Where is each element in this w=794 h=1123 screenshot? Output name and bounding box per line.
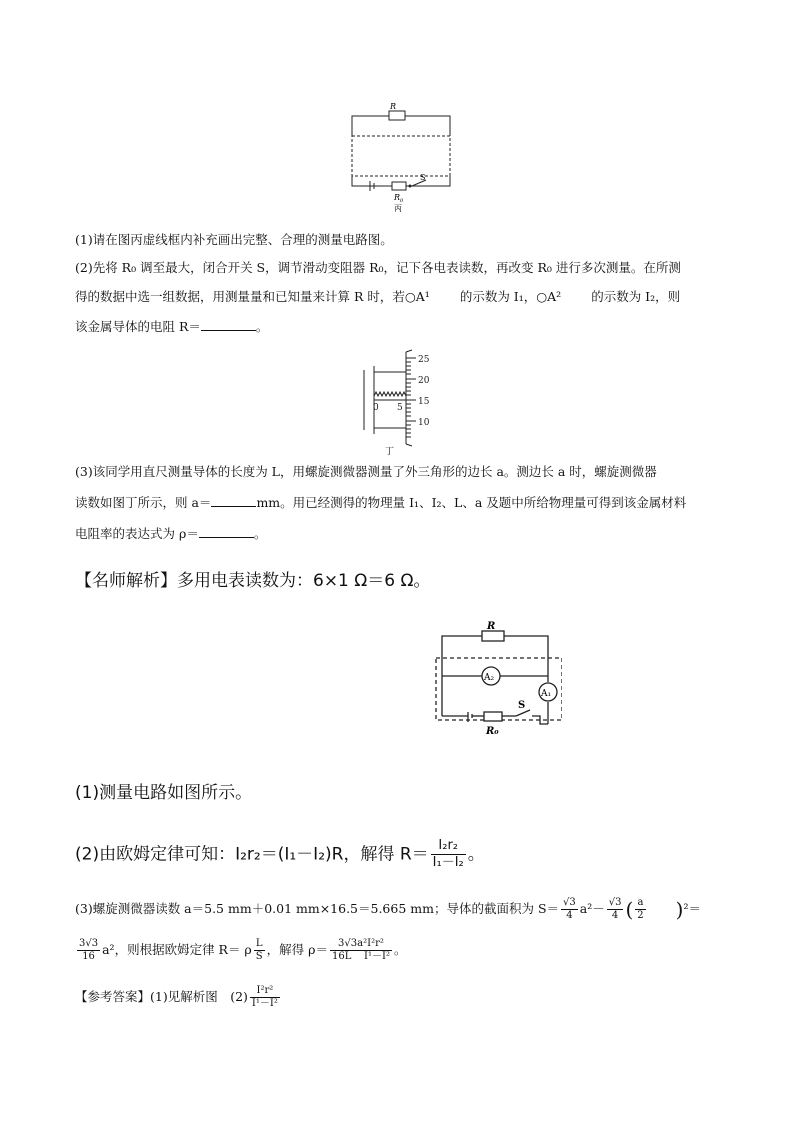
solution-1: (1)测量电路如图所示。 bbox=[75, 783, 253, 803]
question-3-line3: 电阻率的表达式为 ρ＝ 。 bbox=[75, 526, 267, 541]
main-scale-label: 5 bbox=[397, 403, 403, 413]
fraction: $\frac{√3}{4}$ bbox=[563, 897, 576, 921]
answer-blank bbox=[211, 494, 256, 507]
question-2-line2: 得的数据中选一组数据，用测量量和已知量来计算 R 时，若○A¹ 的示数为 I₁，○A² 的示数为 I₂，则 bbox=[75, 289, 681, 304]
resistor-label: R bbox=[487, 621, 496, 632]
resistor-label: R bbox=[390, 102, 397, 111]
switch-label: S bbox=[518, 700, 526, 711]
figure-caption: 丁 bbox=[385, 447, 395, 456]
solution-3-line2: $\frac{3√3}{16}$ a²，则根据欧姆定律 R＝ ρ $\frac{L}{S}$ ，解得 ρ＝ $\frac{\text{3√3a²I²r²}}{\text{16L I¹－I²}}$ 。 bbox=[79, 938, 407, 962]
ammeter-a2-label: A₂ bbox=[484, 673, 495, 683]
ammeter-a1-label: A₁ bbox=[541, 689, 552, 699]
thimble-tick-label: 20 bbox=[418, 376, 430, 386]
thimble-tick-label: 25 bbox=[418, 355, 430, 365]
question-2-line3: 该金属导体的电阻 R＝ 。 bbox=[75, 319, 269, 334]
main-scale-label: 0 bbox=[373, 403, 379, 413]
answer-blank bbox=[201, 318, 256, 331]
fraction: $\frac{L}{S}$ bbox=[255, 938, 263, 962]
question-1: (1)请在图丙虚线框内补充画出完整、合理的测量电路图。 bbox=[75, 232, 393, 247]
circuit-figure-bing bbox=[340, 98, 460, 218]
fraction: $\frac{\text{I²r²}}{\text{I¹－I²}}$ bbox=[251, 985, 278, 1009]
figure-caption: 丙 bbox=[394, 204, 402, 213]
fraction: $\frac{\text{I₂r₂}}{\text{I₁－I₂}}$ bbox=[432, 838, 464, 870]
question-3-line1: (3)该同学用直尺测量导体的长度为 L，用螺旋测微器测量了外三角形的边长 a。测边长 a 时，螺旋测微器 bbox=[75, 464, 657, 479]
question-3-line2: 读数如图丁所示，则 a＝ mm。用已经测得的物理量 I₁、I₂、L、a 及题中所给物理量可得到该金属材料 bbox=[75, 495, 687, 510]
r0-label: R₀ bbox=[486, 726, 499, 737]
solution-3-line1: (3)螺旋测微器读数 a＝5.5 mm＋0.01 mm×16.5＝5.665 mm；导体的截面积为 S＝ $\frac{√3}{4}$ a²－ $\frac{√3}{4}$ ( $\frac{a}{2}$ )²＝ bbox=[75, 897, 701, 922]
micrometer-figure-ding bbox=[360, 348, 450, 456]
fraction: $\frac{√3}{4}$ bbox=[608, 897, 622, 921]
analysis-heading: 【名师解析】多用电表读数为：6×1 Ω＝6 Ω。 bbox=[75, 571, 431, 591]
circuit-figure-answer bbox=[432, 618, 562, 748]
fraction: $\frac{a}{2}$ bbox=[637, 897, 644, 921]
switch-label: S bbox=[420, 173, 426, 182]
thimble-tick-label: 15 bbox=[418, 397, 430, 407]
thimble-tick-label: 10 bbox=[418, 418, 430, 428]
question-2-line1: (2)先将 R₀ 调至最大，闭合开关 S，调节滑动变阻器 R₀，记下各电表读数，再改变 R₀ 进行多次测量。在所测 bbox=[75, 260, 681, 275]
reference-answer: 【参考答案】(1)见解析图 (2) $\frac{\text{I²r²}}{\text{I¹－I²}}$ bbox=[75, 985, 278, 1009]
fraction: $\frac{\text{3√3a²I²r²}}{\text{16L I¹－I²}}$ bbox=[331, 938, 390, 962]
solution-2: (2)由欧姆定律可知：I₂r₂＝(I₁－I₂)R，解得 R＝ $\frac{\text{I₂r₂}}{\text{I₁－I₂}}$ 。 bbox=[75, 838, 485, 870]
fraction: $\frac{3√3}{16}$ bbox=[79, 938, 99, 962]
r0-label: $R_0$ bbox=[394, 193, 404, 204]
answer-blank bbox=[199, 525, 254, 538]
